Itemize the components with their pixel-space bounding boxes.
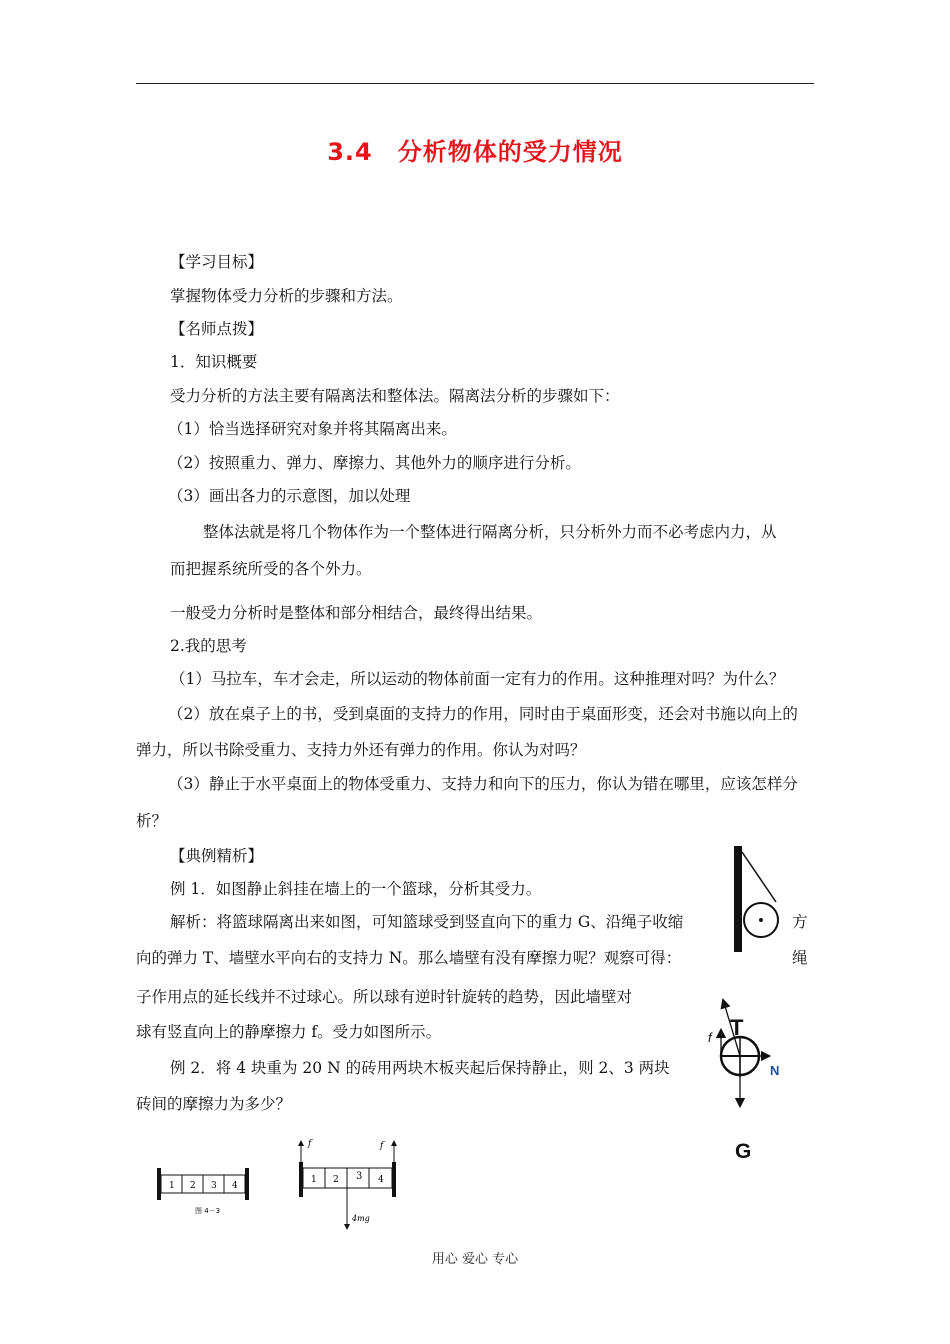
- weight-label: 4mg: [352, 1214, 370, 1223]
- example-1-line1: 解析：将篮球隔离出来如图，可知篮球受到竖直向下的重力 G、沿绳子收缩: [170, 913, 684, 931]
- example-1-line4: 球有竖直向上的静摩擦力 f。受力如图所示。: [136, 1023, 442, 1041]
- examples-heading: 【典例精析】: [170, 847, 264, 865]
- brick-a-1: 1: [169, 1181, 175, 1191]
- example-1-question: 例 1．如图静止斜挂在墙上的一个篮球，分析其受力。: [170, 880, 542, 898]
- force-N-label: N: [770, 1063, 780, 1078]
- whole-method-line1: 整体法就是将几个物体作为一个整体进行隔离分析，只分析外力而不必考虑内力，从: [203, 523, 777, 541]
- brick-a-4: 4: [232, 1181, 238, 1191]
- bricks-figure-a: [155, 1165, 255, 1217]
- combine-text: 一般受力分析时是整体和部分相结合，最终得出结果。: [170, 604, 543, 622]
- step-1: （1）恰当选择研究对象并将其隔离出来。: [168, 420, 457, 438]
- brick-b-3: 3: [356, 1171, 363, 1182]
- overview-intro: 受力分析的方法主要有隔离法和整体法。隔离法分析的步骤如下：: [170, 387, 620, 405]
- tips-heading: 【名师点拨】: [170, 320, 264, 338]
- page-title: 3.4 分析物体的受力情况: [327, 138, 623, 166]
- brick-b-1: 1: [311, 1175, 317, 1185]
- goal-heading: 【学习目标】: [170, 253, 264, 271]
- example-2-line1: 例 2．将 4 块重为 20 N 的砖用两块木板夹起后保持静止，则 2、3 两块: [170, 1059, 670, 1077]
- whole-method-line2: 而把握系统所受的各个外力。: [170, 560, 372, 578]
- question-2-line1: （2）放在桌子上的书，受到桌面的支持力的作用，同时由于桌面形变，还会对书施以向上的: [168, 705, 798, 723]
- bricks-figure-b: [296, 1135, 406, 1230]
- question-3-line1: （3）静止于水平桌面上的物体受重力、支持力和向下的压力，你认为错在哪里，应该怎样分: [168, 775, 798, 793]
- question-2-line2: 弹力，所以书除受重力、支持力外还有弹力的作用。你认为对吗？: [136, 741, 586, 759]
- thinking-heading: 2.我的思考: [170, 637, 247, 655]
- friction-f-left: f: [308, 1139, 312, 1149]
- example-2-line2: 砖间的摩擦力为多少？: [136, 1095, 292, 1113]
- example-1-line3: 子作用点的延长线并不过球心。所以球有逆时针旋转的趋势，因此墙壁对: [136, 988, 633, 1006]
- ball-on-wall-figure: [730, 846, 790, 958]
- step-2: （2）按照重力、弹力、摩擦力、其他外力的顺序进行分析。: [168, 454, 581, 472]
- example-1-line2-tail: 绳: [792, 949, 808, 967]
- brick-b-4: 4: [378, 1175, 384, 1185]
- goal-text: 掌握物体受力分析的步骤和方法。: [170, 287, 403, 305]
- example-1-line1-tail: 方: [792, 913, 808, 931]
- header-rule: [136, 83, 814, 84]
- brick-a-3: 3: [211, 1181, 217, 1191]
- brick-b-2: 2: [333, 1175, 339, 1185]
- force-T-label: T: [730, 1015, 744, 1040]
- ball-force-diagram: [700, 995, 790, 1110]
- question-3-line2: 析？: [136, 812, 168, 830]
- force-G-label: G: [735, 1140, 752, 1163]
- friction-f-right: f: [380, 1141, 384, 1151]
- force-f-label: f: [708, 1030, 712, 1045]
- bricks-a-caption: 图 4－3: [195, 1207, 221, 1215]
- question-1: （1）马拉车，车才会走，所以运动的物体前面一定有力的作用。这种推理对吗？为什么？: [170, 670, 785, 688]
- overview-heading: 1．知识概要: [170, 353, 258, 371]
- brick-a-2: 2: [190, 1181, 196, 1191]
- page-footer: 用心 爱心 专心: [431, 1252, 519, 1267]
- example-1-line2: 向的弹力 T、墙壁水平向右的支持力 N。那么墙壁有没有摩擦力呢？观察可得：: [136, 949, 682, 967]
- step-3: （3）画出各力的示意图，加以处理: [168, 487, 411, 505]
